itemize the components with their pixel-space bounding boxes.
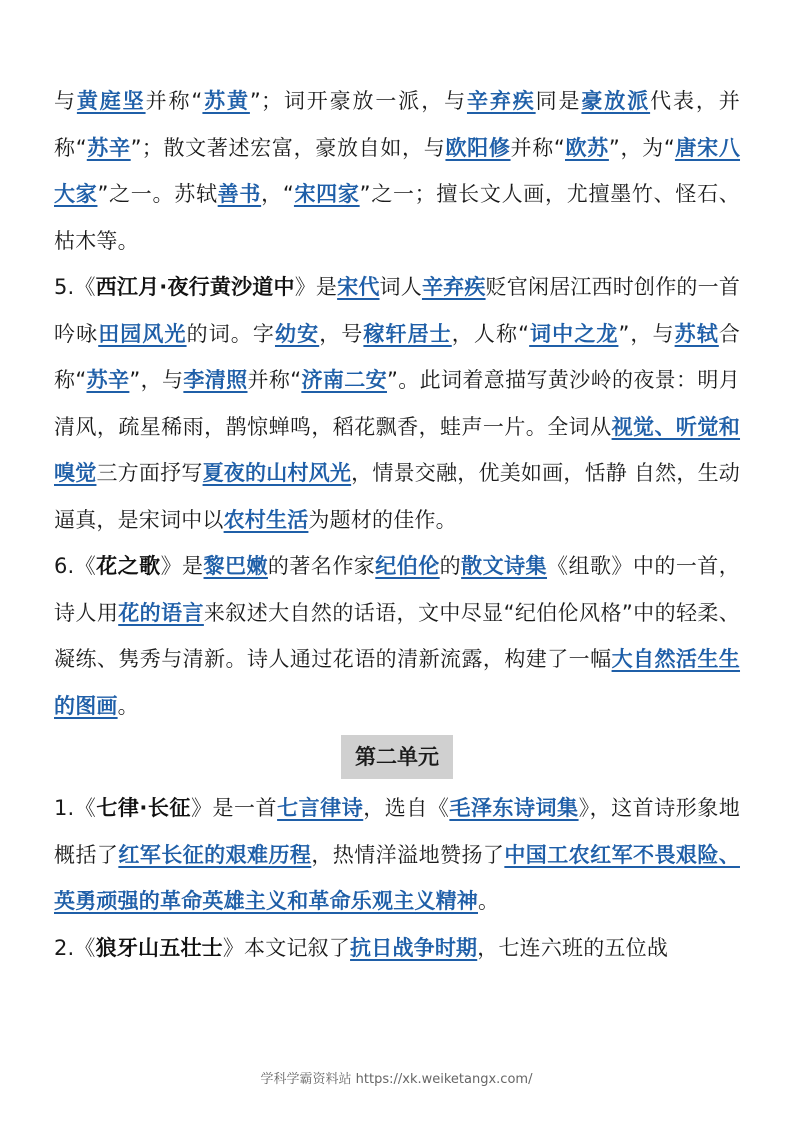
highlight-term: 济南二安 xyxy=(301,368,387,392)
highlight-term: 欧阳修 xyxy=(445,135,511,160)
text-segment: 》，这首诗形象地概括了 xyxy=(54,796,741,867)
highlight-term: 幼安 xyxy=(274,321,320,346)
text-segment: 并称“ xyxy=(510,135,565,160)
highlight-term: 夏夜的山村风光 xyxy=(202,461,352,485)
highlight-term: 苏轼 xyxy=(674,321,719,346)
text-segment: ，选自《 xyxy=(363,796,450,820)
highlight-term: 大自然活生生的图画 xyxy=(54,647,741,718)
text-segment: ”；散文著述宏富，豪放自如，与 xyxy=(130,135,446,160)
paragraph xyxy=(54,264,740,543)
highlight-term: 豪放派 xyxy=(581,89,651,113)
text-segment: 的词。字 xyxy=(186,321,275,346)
text-segment: ”。此词着意描写黄沙岭的夜景：明月清风，疏星稀雨，鹊惊蝉鸣，稻花飘香，蛙声一片。全词从 xyxy=(54,368,740,439)
text-segment: ”之一。苏轼 xyxy=(97,182,218,206)
footer-watermark: 学科学霸资料站 https://xk.weiketangx.com/ xyxy=(260,1072,533,1087)
highlight-term: 抗日战争时期 xyxy=(350,935,478,960)
text-segment: ”；词开豪放一派，与 xyxy=(249,89,467,113)
highlight-term: 唐宋八大家 xyxy=(54,135,741,206)
text-segment: 与 xyxy=(54,89,77,113)
highlight-term: 毛泽东诗词集 xyxy=(449,796,579,820)
document-body xyxy=(54,78,740,971)
paragraph xyxy=(54,925,740,972)
text-segment: 词人 xyxy=(379,275,422,299)
highlight-term: 农村生活 xyxy=(223,507,309,532)
text-segment: 》是 xyxy=(160,554,204,578)
highlight-term: 花的语言 xyxy=(118,600,204,625)
text-segment: ，“ xyxy=(261,182,294,206)
highlight-term: 李清照 xyxy=(183,368,248,392)
text-segment: 为题材的佳作。 xyxy=(308,507,457,532)
highlight-term: 宋四家 xyxy=(293,182,360,206)
highlight-term: 稼轩居士 xyxy=(363,321,452,346)
paragraph xyxy=(54,78,740,264)
text-segment: ”，与 xyxy=(618,321,675,346)
highlight-term: 散文诗集 xyxy=(461,554,548,578)
text-segment: 》本文记叙了 xyxy=(222,935,351,960)
work-title: 花之歌 xyxy=(96,554,161,578)
text-segment: 《组歌》中的一首，诗人用 xyxy=(54,554,740,625)
text-segment: ”，为“ xyxy=(608,135,675,160)
text-segment: 2.《 xyxy=(54,935,96,960)
text-segment: ”，与 xyxy=(129,368,184,392)
text-segment: 的 xyxy=(439,554,462,578)
text-segment: 5.《 xyxy=(54,275,96,299)
text-segment: ，热情洋溢地赞扬了 xyxy=(311,842,505,867)
text-segment: 代表，并称“ xyxy=(54,89,740,160)
text-segment: 来叙述大自然的话语，文中尽显“纪伯伦风格”中的轻柔、凝练、隽秀与清新。诗人通过花语的清新流露，构建了一幅 xyxy=(54,600,740,671)
text-segment: 1.《 xyxy=(54,796,97,820)
paragraph xyxy=(54,543,740,729)
highlight-term: 辛弃疾 xyxy=(421,275,486,299)
text-segment: 》是一首 xyxy=(190,796,278,820)
text-segment: ”之一；擅长文人画，尤擅墨竹、怪石、枯木等。 xyxy=(54,182,741,253)
text-segment: 。 xyxy=(117,693,139,718)
highlight-term: 欧苏 xyxy=(565,135,609,160)
text-segment: 并称“ xyxy=(247,368,302,392)
highlight-term: 辛弃疾 xyxy=(466,89,536,113)
paragraph xyxy=(54,785,740,925)
highlight-term: 视觉、听觉和嗅觉 xyxy=(54,414,741,485)
highlight-term: 苏黄 xyxy=(202,89,250,113)
highlight-term: 词中之龙 xyxy=(529,321,619,346)
work-title: 七律·长征 xyxy=(96,796,191,820)
text-segment: 的著名作家 xyxy=(267,554,376,578)
highlight-term: 苏辛 xyxy=(86,135,131,160)
text-segment: 三方面抒写 xyxy=(96,461,203,485)
section-heading: 第二单元 xyxy=(341,735,453,779)
highlight-term: 善书 xyxy=(217,182,262,206)
text-segment: 。 xyxy=(478,889,500,913)
work-title: 狼牙山五壮士 xyxy=(95,935,223,960)
highlight-term: 纪伯伦 xyxy=(375,554,440,578)
highlight-term: 七言律诗 xyxy=(277,796,364,820)
highlight-term: 黄庭坚 xyxy=(76,89,146,113)
highlight-term: 中国工农红军不畏艰险、英勇顽强的革命英雄主义和革命乐观主义精神 xyxy=(54,842,740,913)
text-segment: 6.《 xyxy=(54,554,97,578)
text-segment: ，七连六班的五位战 xyxy=(477,935,669,960)
text-segment: 合称“ xyxy=(54,321,741,392)
text-segment: 并称“ xyxy=(145,89,203,113)
text-segment: ，号 xyxy=(319,321,364,346)
highlight-term: 田园风光 xyxy=(98,321,187,346)
text-segment: ，情景交融，优美如画，恬静 自然，生动逼真，是宋词中以 xyxy=(54,461,741,532)
section-heading-wrap xyxy=(54,735,740,785)
text-segment: 》是 xyxy=(294,275,338,299)
text-segment: ，人称“ xyxy=(451,321,530,346)
highlight-term: 宋代 xyxy=(337,275,380,299)
text-segment: 同是 xyxy=(535,89,582,113)
work-title: 西江月·夜行黄沙道中 xyxy=(95,275,295,299)
highlight-term: 黎巴嫩 xyxy=(203,554,268,578)
highlight-term: 苏辛 xyxy=(86,368,130,392)
text-segment: 贬官闲居江西时创作的一首吟咏 xyxy=(54,275,741,346)
highlight-term: 红军长征的艰难历程 xyxy=(118,842,312,867)
